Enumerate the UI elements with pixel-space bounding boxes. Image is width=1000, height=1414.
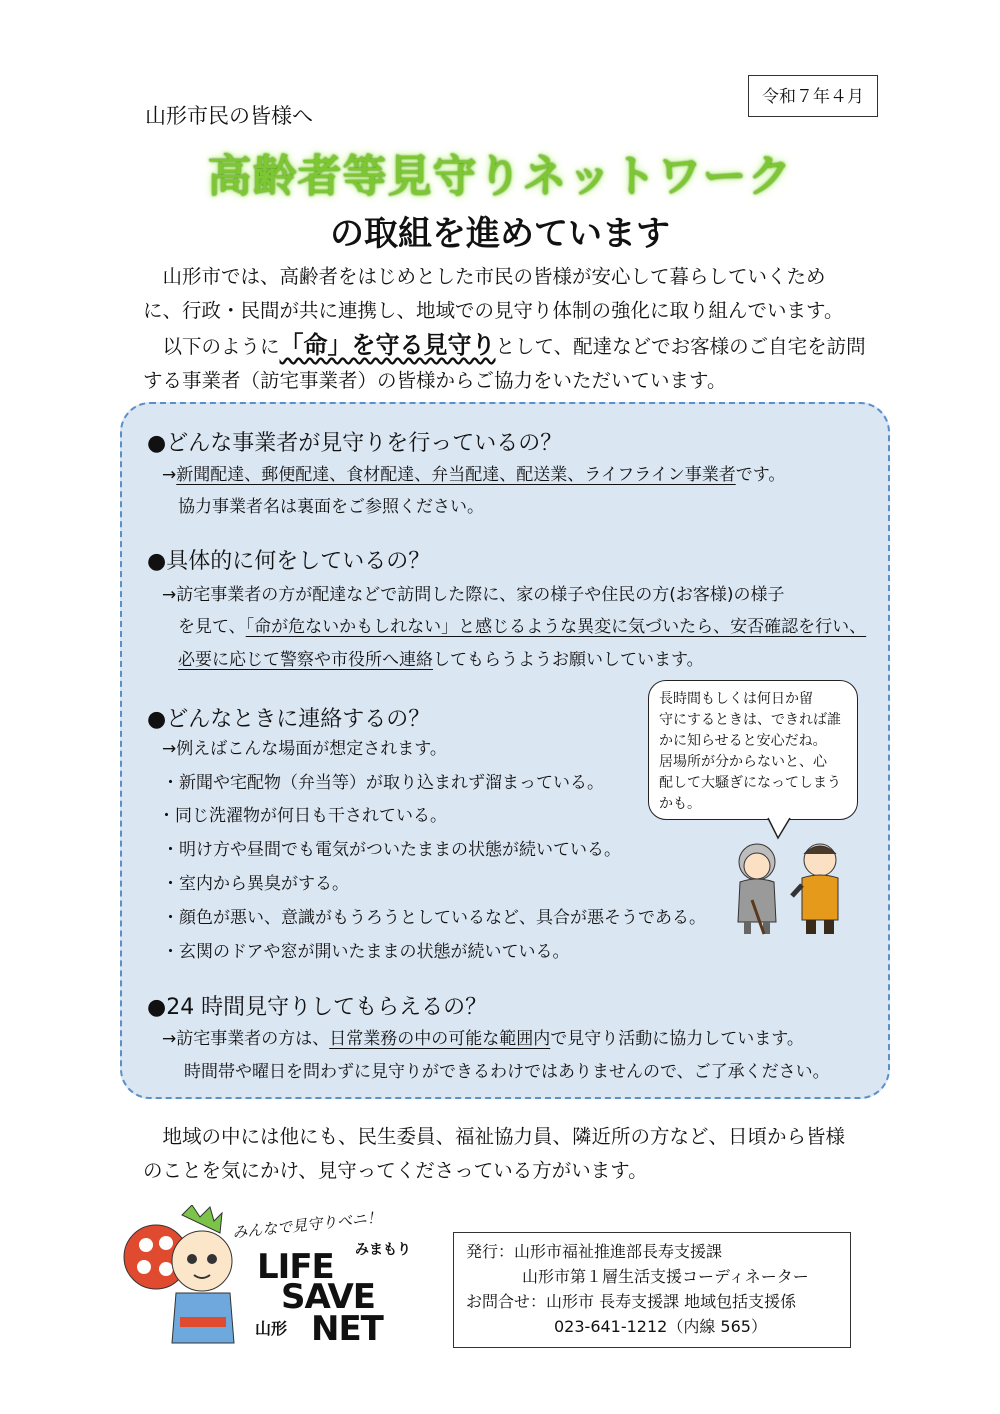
bubble-line: 守にするときは、できれば誰 — [659, 712, 841, 728]
logo-city: 山形 — [255, 1319, 288, 1338]
answer-underline: 日常業務の中の可能な範囲内 — [329, 1029, 551, 1049]
answer-4-line — [162, 1024, 804, 1055]
speech-bubble — [648, 680, 858, 820]
answer-text: です。 — [735, 465, 786, 485]
answer-text: してもらうようお願いしています。 — [433, 650, 704, 670]
answer-text: で見守り活動に協力しています。 — [550, 1029, 804, 1049]
intro-line — [143, 328, 868, 364]
closing-paragraph — [143, 1120, 868, 1188]
list-item: ・明け方や昼間でも電気がついたままの状態が続いている。 — [162, 840, 621, 860]
logo-net: NET — [311, 1309, 383, 1349]
publisher-phone: 023-641-1212（内線 565） — [554, 1317, 767, 1336]
bubble-line: 配して大騒ぎになってしまう — [659, 775, 841, 791]
answer-1-line — [162, 460, 785, 491]
answer-underline: 必要に応じて警察や市役所へ連絡 — [178, 650, 433, 670]
intro-line: する事業者（訪宅事業者）の皆様からご協力をいただいています。 — [143, 369, 727, 392]
question-2: ●具体的に何をしているの？ — [147, 549, 431, 574]
intro-text: 以下のように — [162, 335, 280, 358]
intro-paragraph — [143, 260, 868, 398]
list-item: ・同じ洗濯物が何日も干されている。 — [158, 806, 447, 826]
answer-2-line: →訪宅事業者の方が配達などで訪問した際に、家の様子や住民の方(お客様)の様子 — [162, 585, 785, 605]
answer-2-line — [178, 645, 704, 676]
publisher-line: 発行：山形市福祉推進部長寿支援課 — [466, 1242, 723, 1261]
intro-line: に、行政・民間が共に連携し、地域での見守り体制の強化に取り組んでいます。 — [143, 299, 844, 322]
arrow: → — [162, 465, 177, 485]
bubble-line: 長時間もしくは何日か留 — [659, 691, 813, 707]
logo-save: SAVE — [281, 1277, 376, 1317]
mascot-illustration — [122, 1205, 242, 1355]
date-box: 令和７年４月 — [748, 75, 878, 117]
intro-line: 山形市では、高齢者をはじめとした市民の皆様が安心して暮らしていくため — [162, 265, 826, 288]
answer-4-line: 時間帯や曜日を問わずに見守りができるわけではありませんので、ご了承ください。 — [184, 1062, 830, 1082]
publisher-line: お問合せ：山形市 長寿支援課 地域包括支援係 — [466, 1292, 797, 1311]
publisher-box — [453, 1232, 851, 1348]
closing-line: のことを気にかけ、見守ってくださっている方がいます。 — [143, 1159, 648, 1182]
list-item: ・玄関のドアや窓が開いたままの状態が続いている。 — [162, 942, 570, 962]
publisher-line: 山形市第１層生活支援コーディネーター — [522, 1267, 809, 1286]
question-3: ●どんなときに連絡するの？ — [147, 707, 431, 732]
closing-line: 地域の中には他にも、民生委員、福祉協力員、隣近所の方など、日頃から皆様 — [162, 1125, 846, 1148]
life-save-net-logo — [255, 1242, 430, 1350]
bubble-line: かも。 — [659, 796, 701, 812]
logo-side: みまもり — [355, 1242, 411, 1258]
elderly-couple-illustration — [712, 830, 862, 940]
answer-2-line — [178, 612, 866, 643]
bubble-line: 居場所が分からないと、心 — [659, 754, 827, 770]
answer-3-line: →例えばこんな場面が想定されます。 — [162, 739, 447, 759]
list-item: ・顔色が悪い、意識がもうろうとしているなど、具合が悪そうである。 — [162, 908, 706, 928]
bubble-line: かに知らせると安心だね。 — [659, 733, 827, 749]
logo-life: LIFE — [257, 1247, 334, 1287]
answer-1-line: 協力事業者名は裏面をご参照ください。 — [178, 497, 484, 517]
intro-emphasis: 「命」を守る見守り — [279, 331, 496, 359]
question-1: ●どんな事業者が見守りを行っているの？ — [147, 431, 563, 456]
answer-text: →訪宅事業者の方は、 — [162, 1029, 330, 1049]
answer-underline: 新聞配達、郵便配達、食材配達、弁当配達、配送業、ライフライン事業者 — [176, 465, 736, 485]
sub-title: の取組を進めています — [330, 214, 670, 254]
elderly-woman-icon — [738, 844, 776, 934]
intro-text: として、配達などでお客様のご自宅を訪問 — [495, 335, 866, 358]
greeting: 山形市民の皆様へ — [145, 104, 313, 128]
list-item: ・室内から異臭がする。 — [162, 874, 349, 894]
logo-slogan: みんなで見守りべニ！ — [231, 1208, 383, 1242]
answer-underline: 「命が危ないかもしれない」と感じるような異変に気づいたら、安否確認を行い、 — [245, 617, 867, 637]
question-4: ●24 時間見守りしてもらえるの？ — [147, 995, 488, 1020]
list-item: ・新聞や宅配物（弁当等）が取り込まれず溜まっている。 — [162, 773, 604, 793]
elderly-man-icon — [792, 844, 838, 934]
main-title: 高齢者等見守りネットワーク — [207, 151, 793, 202]
answer-text: を見て、 — [178, 617, 246, 637]
